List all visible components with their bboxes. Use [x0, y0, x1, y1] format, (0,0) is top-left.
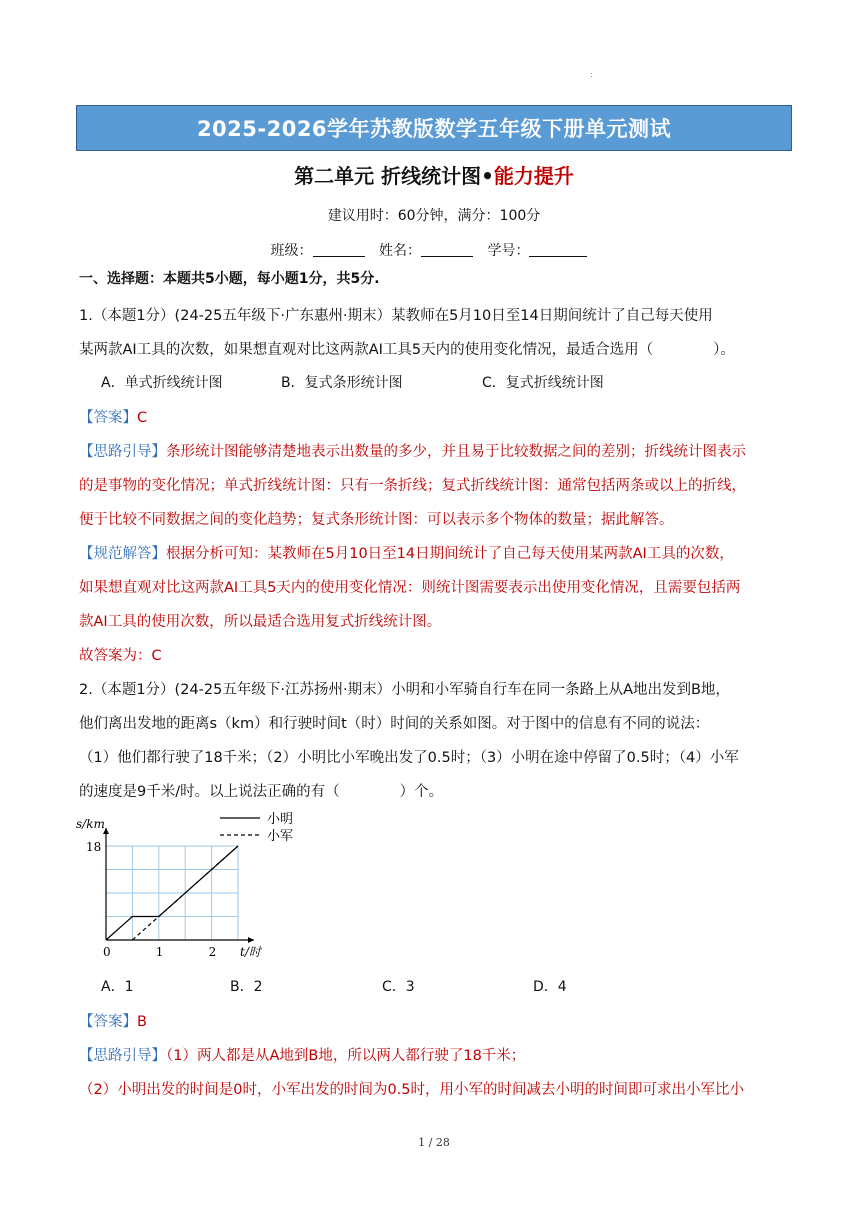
- q1-solution-label: 【规范解答】: [79, 546, 166, 562]
- q2-answer-label: 【答案】: [79, 1014, 137, 1030]
- q1-hint-line-1: [79, 440, 746, 461]
- q1-hint-text-1: 条形统计图能够清楚地表示出数量的多少，并且易于比较数据之间的差别；折线统计图表示: [166, 444, 746, 460]
- q1-line-2-end: ）。: [713, 342, 735, 358]
- unit-subtitle: [0, 160, 868, 189]
- class-blank[interactable]: [313, 244, 365, 257]
- q2-option-c: C．3: [382, 979, 415, 995]
- q2-hint-line-1: [79, 1044, 525, 1065]
- q1-answer-label: 【答案】: [79, 410, 137, 426]
- q1-answer-value: C: [137, 410, 148, 426]
- unit-subtitle-main: 第二单元 折线统计图•: [294, 164, 494, 188]
- header-mark: :: [590, 70, 593, 79]
- q2-line-4-text: 的速度是9千米/时。以上说法正确的有（: [79, 784, 340, 800]
- x-tick-label: 0: [103, 945, 111, 959]
- chart-grid: [106, 846, 238, 940]
- q2-line-4: [79, 780, 443, 801]
- q1-option-b: B．复式条形统计图: [281, 375, 403, 391]
- q1-line-2-text: 某两款AI工具的次数，如果想直观对比这两款AI工具5天内的使用变化情况，最适合选用（: [79, 342, 654, 358]
- student-info-line: [0, 240, 868, 260]
- x-axis-label: t/时: [240, 945, 261, 959]
- chart-axes: [103, 828, 254, 943]
- name-label: 姓名：: [379, 243, 421, 259]
- q2-hint-line-2: （2）小明出发的时间是0时，小军出发的时间为0.5时，用小军的时间减去小明的时间即可求出小军比小: [79, 1082, 745, 1098]
- x-tick-label: 2: [208, 945, 217, 959]
- y-axis-label: s/km: [76, 817, 105, 831]
- legend-label-xiaojun: 小军: [267, 829, 294, 844]
- class-label: 班级：: [270, 243, 313, 259]
- x-tick-label: 1: [155, 945, 164, 959]
- q2-line-2: 他们离出发地的距离s（km）和行驶时间t（时）时间的关系如图。对于图中的信息有不同的说法：: [79, 716, 710, 732]
- title-banner: [76, 105, 792, 151]
- q1-solution-line-3: 款AI工具的使用次数，所以最适合选用复式折线统计图。: [79, 614, 442, 630]
- q2-line-1: 2.（本题1分）(24-25五年级下·江苏扬州·期末）小明和小军骑自行车在同一条路上从A地出发到B地，: [79, 682, 730, 698]
- q1-solution-line-2: 如果想直观对比这两款AI工具5天内的使用变化情况：则统计图需要表示出使用变化情况，且需要包括两: [79, 580, 741, 596]
- q1-final-answer: 故答案为：C: [79, 648, 162, 664]
- q2-hint-text-1: （1）两人都是从A地到B地，所以两人都行驶了18千米；: [166, 1048, 526, 1064]
- id-label: 学号：: [487, 243, 530, 259]
- q2-answer-value: B: [137, 1014, 147, 1030]
- q1-answer: [79, 406, 147, 427]
- unit-subtitle-highlight: 能力提升: [493, 164, 574, 188]
- q2-option-b: B．2: [230, 979, 263, 995]
- id-blank[interactable]: [529, 244, 587, 257]
- q1-option-c: C．复式折线统计图: [482, 375, 604, 391]
- q2-option-a: A．1: [101, 979, 134, 995]
- section-title: 一、选择题：本题共5小题，每小题1分，共5分.: [79, 271, 380, 287]
- name-blank[interactable]: [421, 244, 473, 257]
- page-number: 1 / 28: [418, 1136, 450, 1149]
- q1-solution-text-1: 根据分析可知：某教师在5月10日至14日期间统计了自己每天使用某两款AI工具的次数，: [166, 546, 734, 562]
- q2-line-3: （1）他们都行驶了18千米；（2）小明比小军晚出发了0.5时；（3）小明在途中停留了0.5时；（4）小军: [79, 750, 739, 766]
- time-info: 建议用时：60分钟，满分：100分: [327, 208, 541, 224]
- q1-line-1: 1.（本题1分）(24-25五年级下·广东惠州·期末）某教师在5月10日至14日期间统计了自己每天使用: [79, 308, 713, 324]
- q1-line-2: [79, 338, 735, 359]
- y-tick-label: 18: [86, 840, 102, 854]
- q1-solution-line-1: [79, 542, 734, 563]
- q2-answer: [79, 1010, 147, 1031]
- q2-line-4-end: ）个。: [399, 784, 444, 800]
- q1-hint-line-2: 的是事物的变化情况；单式折线统计图：只有一条折线；复式折线统计图：通常包括两条或以上的折线，: [79, 478, 746, 494]
- q1-option-a: A．单式折线统计图: [101, 375, 223, 391]
- q2-hint-label: 【思路引导】: [79, 1048, 166, 1064]
- x-axis-arrow: [248, 937, 254, 943]
- legend-label-xiaoming: 小明: [267, 812, 294, 827]
- banner-title: 2025-2026学年苏教版数学五年级下册单元测试: [196, 117, 672, 141]
- q1-hint-line-3: 便于比较不同数据之间的变化趋势；复式条形统计图：可以表示多个物体的数量；据此解答。: [79, 512, 674, 528]
- q2-option-d: D．4: [533, 979, 567, 995]
- q1-hint-label: 【思路引导】: [79, 444, 166, 460]
- distance-time-chart: [74, 810, 314, 970]
